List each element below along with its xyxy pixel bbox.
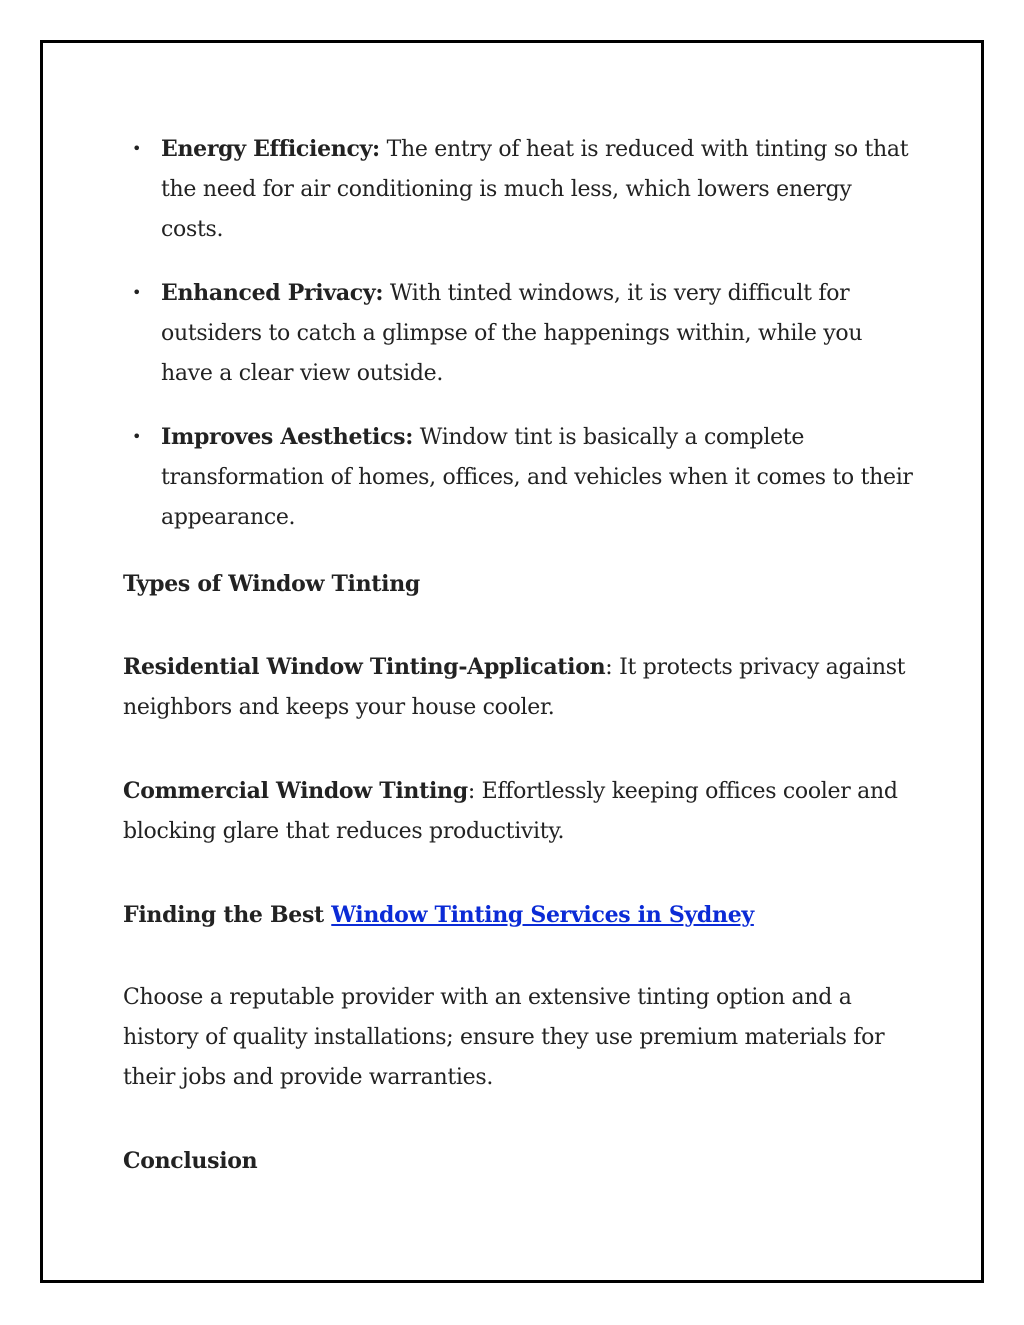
residential-paragraph	[123, 647, 913, 728]
page-frame	[40, 40, 984, 1283]
document-content	[123, 129, 913, 1181]
bullet-label: Improves Aesthetics:	[161, 424, 414, 450]
types-heading: Types of Window Tinting	[123, 571, 421, 597]
bullet-icon: •	[132, 427, 142, 446]
bullet-text: With tinted windows, it is very difficult for outsiders to catch a glimpse of the happenings within, while you have a clear view outside.	[161, 281, 863, 386]
residential-text: : It protects privacy against neighbors and keeps your house cooler.	[123, 655, 906, 720]
bullet-label: Enhanced Privacy:	[161, 280, 384, 306]
bullet-text: Window tint is basically a complete transformation of homes, offices, and vehicles when it comes to their appearance.	[161, 425, 913, 530]
residential-label: Residential Window Tinting-Application	[123, 654, 606, 680]
bullet-text: The entry of heat is reduced with tinting so that the need for air conditioning is much less, which lowers energy costs.	[161, 137, 909, 242]
finding-prefix: Finding the Best	[123, 902, 332, 928]
finding-heading	[123, 895, 913, 935]
commercial-paragraph	[123, 771, 913, 852]
commercial-text: : Effortlessly keeping offices cooler and blocking glare that reduces productivity.	[123, 779, 898, 844]
commercial-label: Commercial Window Tinting	[123, 778, 468, 804]
choose-paragraph: Choose a reputable provider with an extensive tinting option and a history of quality installations; ensure they use premium materials for their jobs and provide warranties.	[123, 985, 885, 1090]
bullet-icon: •	[132, 283, 142, 302]
list-item	[123, 273, 913, 394]
benefits-list	[123, 129, 913, 538]
list-item	[123, 417, 913, 538]
list-item	[123, 129, 913, 250]
bullet-icon: •	[132, 139, 142, 158]
bullet-label: Energy Efficiency:	[161, 136, 380, 162]
window-tinting-services-link[interactable]: Window Tinting Services in Sydney	[331, 902, 754, 928]
conclusion-heading: Conclusion	[123, 1148, 258, 1174]
